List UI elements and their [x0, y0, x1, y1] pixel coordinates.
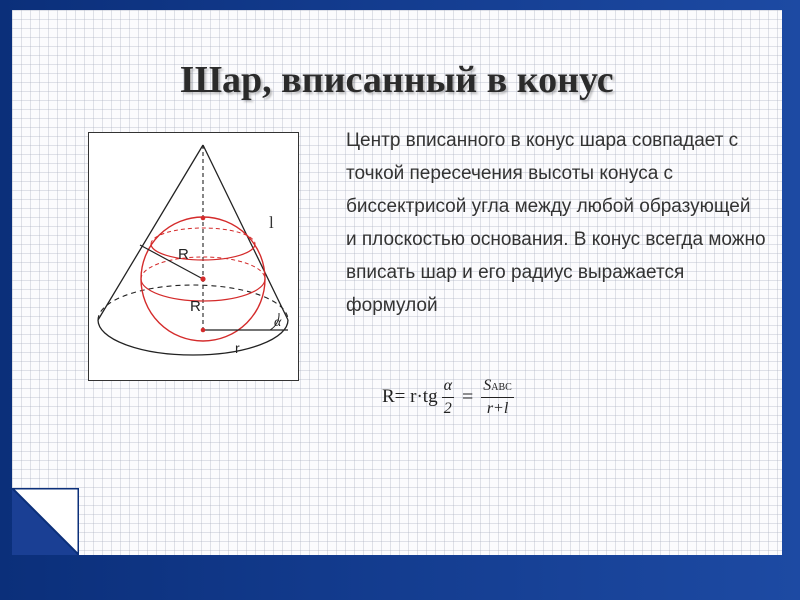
- cone-diagram: [89, 133, 298, 380]
- radius-line-upper: [140, 245, 203, 279]
- page-fold-corner: [12, 488, 79, 555]
- fraction-alpha-denominator: 2: [443, 399, 452, 417]
- formula-lhs: R= r·tg: [382, 386, 438, 407]
- slide-title: Шар, вписанный в конус: [180, 59, 614, 101]
- area-subscript: ABC: [491, 381, 512, 393]
- radius-formula: [382, 372, 518, 422]
- label-alpha: α: [274, 315, 282, 330]
- formula-equals: =: [461, 385, 474, 408]
- sphere-equator-front: [141, 279, 265, 301]
- base-front-arc: [98, 320, 288, 355]
- label-R-upper: R: [178, 246, 189, 263]
- label-R-lower: R: [190, 298, 201, 315]
- base-center-point: [201, 328, 206, 333]
- sphere-top-point: [201, 216, 206, 221]
- sphere-center-point: [200, 276, 205, 281]
- fraction-alpha-over-2: [442, 377, 454, 418]
- fraction-area-over-perimeter: [481, 377, 514, 418]
- fraction-alpha-numerator: α: [442, 377, 454, 398]
- label-r: r: [235, 340, 240, 356]
- description-text: Центр вписанного в конус шара совпадает с точкой пересечения высоты конуса с биссектрисой угла между любой образующей и плоскостью основания. В конус всегда можно вписать шар и его радиус выражается формулой: [346, 130, 766, 316]
- slide: [12, 10, 782, 555]
- label-l: l: [269, 213, 274, 232]
- fraction-area-denominator: r+l: [486, 399, 509, 417]
- generatrix-left: [98, 145, 203, 320]
- cone-figure: [88, 132, 299, 381]
- generatrix-right: [203, 145, 288, 320]
- area-symbol: S: [483, 376, 492, 394]
- fraction-area-numerator: [481, 377, 514, 398]
